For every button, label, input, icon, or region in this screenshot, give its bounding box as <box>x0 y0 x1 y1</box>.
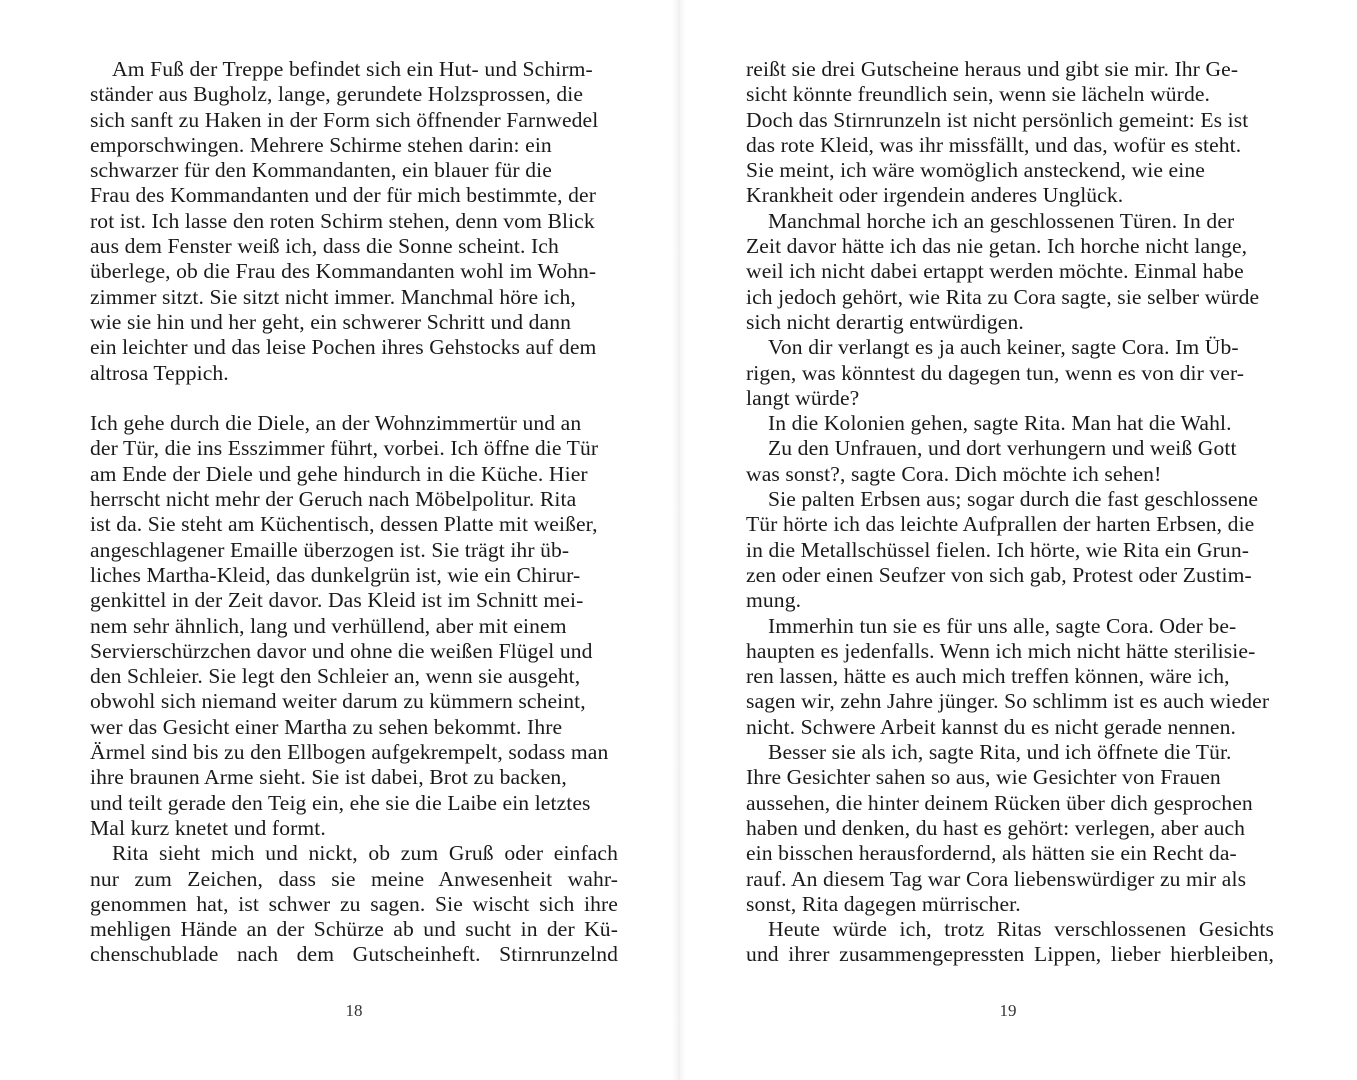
text-line: Am Fuß der Treppe befindet sich ein Hut- und Schirm- <box>112 57 593 81</box>
paragraph <box>746 411 1274 436</box>
text-line: Zeit davor hätte ich das nie getan. Ich horche nicht lange, <box>746 234 1248 259</box>
text-line: ich jedoch gehört, wie Rita zu Cora sagte, sie selber würde <box>746 284 1260 309</box>
text-line: mehligen Hände an der Schürze ab und sucht in der Kü- <box>90 917 618 942</box>
paragraph <box>90 411 618 841</box>
paragraph <box>746 335 1274 411</box>
text-line: schwarzer für den Kommandanten, ein blauer für die <box>90 158 552 183</box>
text-line: sonst, Rita dagegen mürrischer. <box>746 891 1021 916</box>
text-line: langt würde? <box>746 385 860 410</box>
text-line: emporschwingen. Mehrere Schirme stehen darin: ein <box>90 132 552 157</box>
paragraph <box>746 57 1274 209</box>
text-line: mung. <box>746 588 802 613</box>
paragraph <box>90 57 618 386</box>
text-line: Von dir verlangt es ja auch keiner, sagte Cora. Im Üb- <box>768 335 1239 360</box>
text-line: nem sehr ähnlich, lang und verhüllend, aber mit einem <box>90 613 567 638</box>
text-line: Immerhin tun sie es für uns alle, sagte Cora. Oder be- <box>768 613 1237 638</box>
text-line: rauf. An diesem Tag war Cora liebenswürdiger zu mir als <box>746 866 1247 891</box>
text-line: der Tür, die ins Esszimmer führt, vorbei. Ich öffne die Tür <box>90 436 599 461</box>
text-line: den Schleier. Sie legt den Schleier an, wenn sie ausgeht, <box>90 664 581 689</box>
text-line: überlege, ob die Frau des Kommandanten wohl im Wohn- <box>90 259 597 284</box>
text-line: sich nicht derartig entwürdigen. <box>746 309 1024 334</box>
text-line: rigen, was könntest du dagegen tun, wenn es von dir ver- <box>746 360 1245 385</box>
text-line: liches Martha-Kleid, das dunkelgrün ist, wie ein Chirur- <box>90 562 581 587</box>
text-line: nur zum Zeichen, dass sie meine Anwesenheit wahr- <box>90 866 618 891</box>
paragraph <box>90 841 618 967</box>
text-line: angeschlagener Emaille überzogen ist. Sie trägt ihr üb- <box>90 537 570 562</box>
text-line: chenschublade nach dem Gutscheinheft. Stirnrunzelnd <box>90 942 618 967</box>
right-page <box>746 57 1274 968</box>
text-line: obwohl sich niemand weiter darum zu kümmern scheint, <box>90 689 586 714</box>
text-line: Zu den Unfrauen, und dort verhungern und weiß Gott <box>768 436 1237 461</box>
paragraph <box>746 614 1274 740</box>
text-line: sich sanft zu Haken in der Form sich öffnender Farnwedel <box>90 107 599 132</box>
book-gutter <box>672 0 686 1080</box>
text-line: Servierschürzchen davor und ohne die weißen Flügel und <box>90 638 593 663</box>
text-line: und ihrer zusammengepressten Lippen, lieber hierbleiben, <box>746 942 1274 967</box>
text-line: Rita sieht mich und nickt, ob zum Gruß oder einfach <box>112 841 618 866</box>
paragraph <box>746 740 1274 917</box>
text-line: Mal kurz knetet und formt. <box>90 815 326 840</box>
text-line: und teilt gerade den Teig ein, ehe sie die Laibe ein letztes <box>90 790 591 815</box>
text-line: Doch das Stirnrunzeln ist nicht persönlich gemeint: Es ist <box>746 107 1249 132</box>
text-line: ist da. Sie steht am Küchentisch, dessen Platte mit weißer, <box>90 512 598 537</box>
paragraph <box>746 487 1274 613</box>
text-line: wie sie hin und her geht, ein schwerer Schritt und dann <box>90 309 572 334</box>
text-line: sagen wir, zehn Jahre jünger. So schlimm ist es auch wieder <box>746 689 1270 714</box>
text-line: sicht könnte freundlich sein, wenn sie lächeln würde. <box>746 82 1211 107</box>
text-line: Ihre Gesichter sahen so aus, wie Gesichter von Frauen <box>746 765 1221 790</box>
left-page <box>90 57 618 968</box>
text-line: ihre braunen Arme sieht. Sie ist dabei, Brot zu backen, <box>90 765 567 790</box>
text-line: Krankheit oder irgendein anderes Unglück. <box>746 183 1124 208</box>
text-line: altrosa Teppich. <box>90 360 229 385</box>
text-line: aussehen, die hinter deinem Rücken über dich gesprochen <box>746 790 1253 815</box>
text-line: Tür hörte ich das leichte Aufprallen der harten Erbsen, die <box>746 512 1255 537</box>
text-line: Sie meint, ich wäre womöglich ansteckend, wie eine <box>746 158 1205 183</box>
text-line: aus dem Fenster weiß ich, dass die Sonne scheint. Ich <box>90 234 559 259</box>
text-line: ständer aus Bugholz, lange, gerundete Holzsprossen, die <box>90 82 584 107</box>
text-line: Ärmel sind bis zu den Ellbogen aufgekrempelt, sodass man <box>90 740 609 765</box>
text-line: Frau des Kommandanten und der für mich bestimmte, der <box>90 183 597 208</box>
text-line: Heute würde ich, trotz Ritas verschlossenen Gesichts <box>768 917 1274 942</box>
text-line: ein bisschen herausfordernd, als hätten sie ein Recht da- <box>746 841 1237 866</box>
text-line: genkittel in der Zeit davor. Das Kleid ist im Schnitt mei- <box>90 588 584 613</box>
text-line: am Ende der Diele und gehe hindurch in die Küche. Hier <box>90 461 588 486</box>
text-line: haben und denken, du hast es gehört: verlegen, aber auch <box>746 815 1246 840</box>
text-line: was sonst?, sagte Cora. Dich möchte ich sehen! <box>746 461 1162 486</box>
text-line: das rote Kleid, was ihr missfällt, und das, wofür es steht. <box>746 132 1242 157</box>
text-line: Besser sie als ich, sagte Rita, und ich öffnete die Tür. <box>768 740 1232 765</box>
text-line: haupten es jedenfalls. Wenn ich mich nicht hätte sterilisie- <box>746 638 1256 663</box>
paragraph <box>746 917 1274 968</box>
text-line: zen oder einen Seufzer von sich gab, Protest oder Zustim- <box>746 562 1252 587</box>
paragraph <box>746 209 1274 335</box>
text-line: In die Kolonien gehen, sagte Rita. Man hat die Wahl. <box>768 411 1232 436</box>
text-line: nicht. Schwere Arbeit kannst du es nicht gerade nennen. <box>746 714 1237 739</box>
text-line: herrscht nicht mehr der Geruch nach Möbelpolitur. Rita <box>90 487 577 512</box>
text-line: genommen hat, ist schwer zu sagen. Sie wischt sich ihre <box>90 891 618 916</box>
text-line: weil ich nicht dabei ertappt werden möchte. Einmal habe <box>746 259 1244 284</box>
page-number: 18 <box>345 1001 363 1020</box>
text-line: rot ist. Ich lasse den roten Schirm stehen, denn vom Blick <box>90 208 595 233</box>
paragraph <box>746 436 1274 487</box>
text-line: in die Metallschüssel fielen. Ich hörte, wie Rita ein Grun- <box>746 537 1250 562</box>
page-number: 19 <box>999 1001 1017 1020</box>
text-line: zimmer sitzt. Sie sitzt nicht immer. Manchmal höre ich, <box>90 284 576 309</box>
text-line: Ich gehe durch die Diele, an der Wohnzimmertür und an <box>90 411 582 436</box>
text-line: ein leichter und das leise Pochen ihres Gehstocks auf dem <box>90 335 597 360</box>
text-line: ren lassen, hätte es auch mich treffen können, wäre ich, <box>746 664 1230 689</box>
text-line: wer das Gesicht einer Martha zu sehen bekommt. Ihre <box>90 714 563 739</box>
text-line: reißt sie drei Gutscheine heraus und gibt sie mir. Ihr Ge- <box>746 57 1239 81</box>
text-line: Manchmal horche ich an geschlossenen Türen. In der <box>768 208 1235 233</box>
text-line: Sie palten Erbsen aus; sogar durch die fast geschlossene <box>768 487 1259 512</box>
